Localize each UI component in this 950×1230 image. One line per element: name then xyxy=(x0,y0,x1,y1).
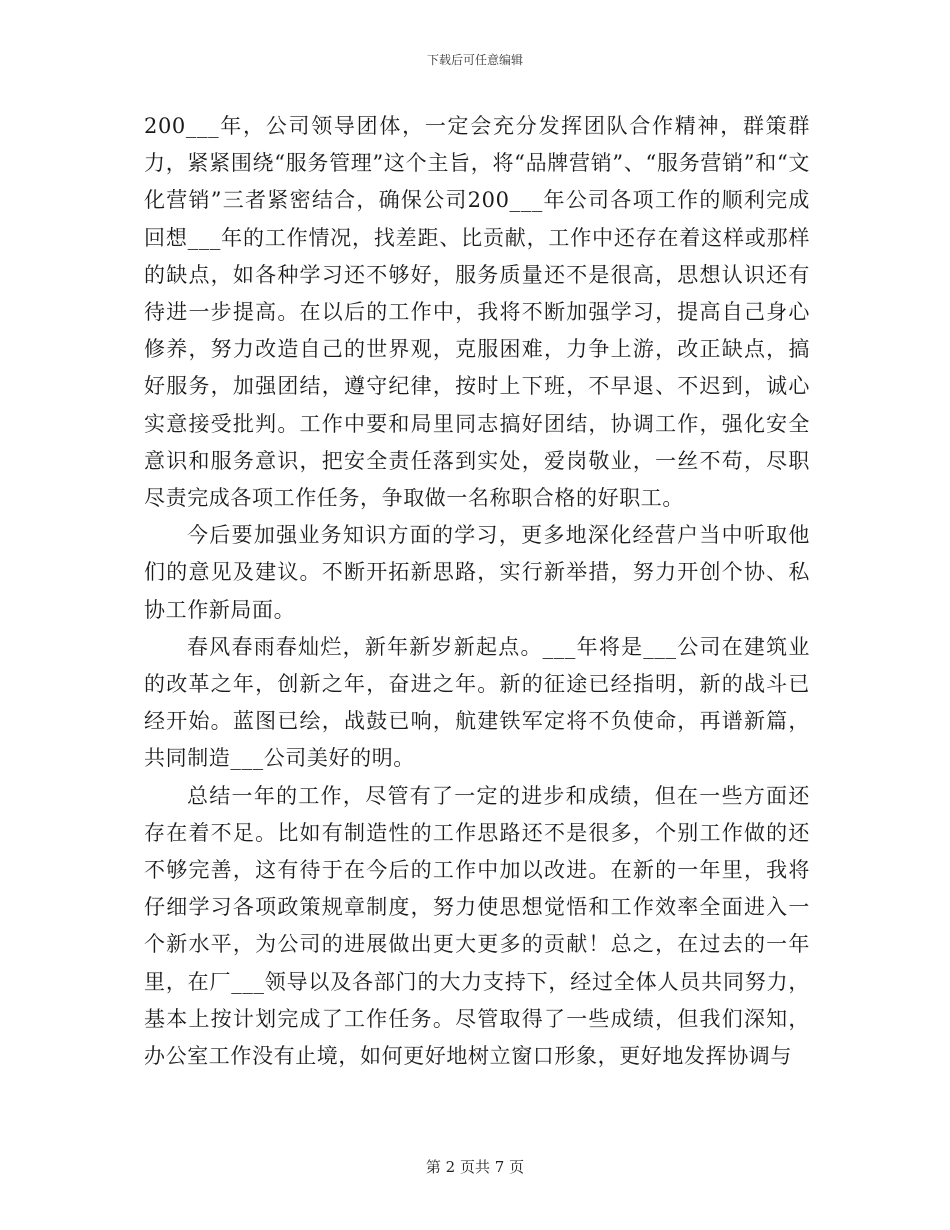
paragraph-1: 200___年，公司领导团体，一定会充分发挥团队合作精神，群策群力，紧紧围绕“服务管理”这个主旨，将“品牌营销”、“服务营销”和“文化营销”三者紧密结合，确保公司200___年公司各项工作的顺利完成回想___年的工作情况，找差距、比贡献，工作中还存在着这样或那样的缺点，如各种学习还不够好，服务质量还不是很高，思想认识还有待进一步提高。在以后的工作中，我将不断加强学习，提高自己身心修养，努力改造自己的世界观，克服困难，力争上游，改正缺点，搞好服务，加强团结，遵守纪律，按时上下班，不早退、不迟到，诚心实意接受批判。工作中要和局里同志搞好团结，协调工作，强化安全意识和服务意识，把安全责任落到实处，爱岗敬业，一丝不苟，尽职尽责完成各项工作任务，争取做一名称职合格的好职工。 xyxy=(144,114,810,511)
paragraph-4: 总结一年的工作，尽管有了一定的进步和成绩，但在一些方面还存在着不足。比如有制造性的工作思路还不是很多，个别工作做的还不够完善，这有待于在今后的工作中加以改进。在新的一年里，我将仔细学习各项政策规章制度，努力使思想觉悟和工作效率全面进入一个新水平，为公司的进展做出更大更多的贡献！总之，在过去的一年里，在厂___领导以及各部门的大力支持下，经过全体人员共同努力，基本上按计划完成了工作任务。尽管取得了一些成绩，但我们深知，办公室工作没有止境，如何更好地树立窗口形象，更好地发挥协调与 xyxy=(144,783,810,1069)
page-header: 下载后可任意编辑 xyxy=(426,53,523,67)
paragraph-3: 春风春雨春灿烂，新年新岁新起点。___年将是___公司在建筑业的改革之年，创新之年，奋进之年。新的征途已经指明，新的战斗已经开始。蓝图已绘，战鼓已响，航建铁军定将不负使命，再谱新篇，共同制造___公司美好的明。 xyxy=(144,634,810,771)
document-body xyxy=(144,108,810,1075)
paragraph-2: 今后要加强业务知识方面的学习，更多地深化经营户当中听取他们的意见及建议。不断开拓新思路，实行新举措，努力开创个协、私协工作新局面。 xyxy=(144,523,810,622)
page-number: 第 2 页共 7 页 xyxy=(425,1158,525,1176)
